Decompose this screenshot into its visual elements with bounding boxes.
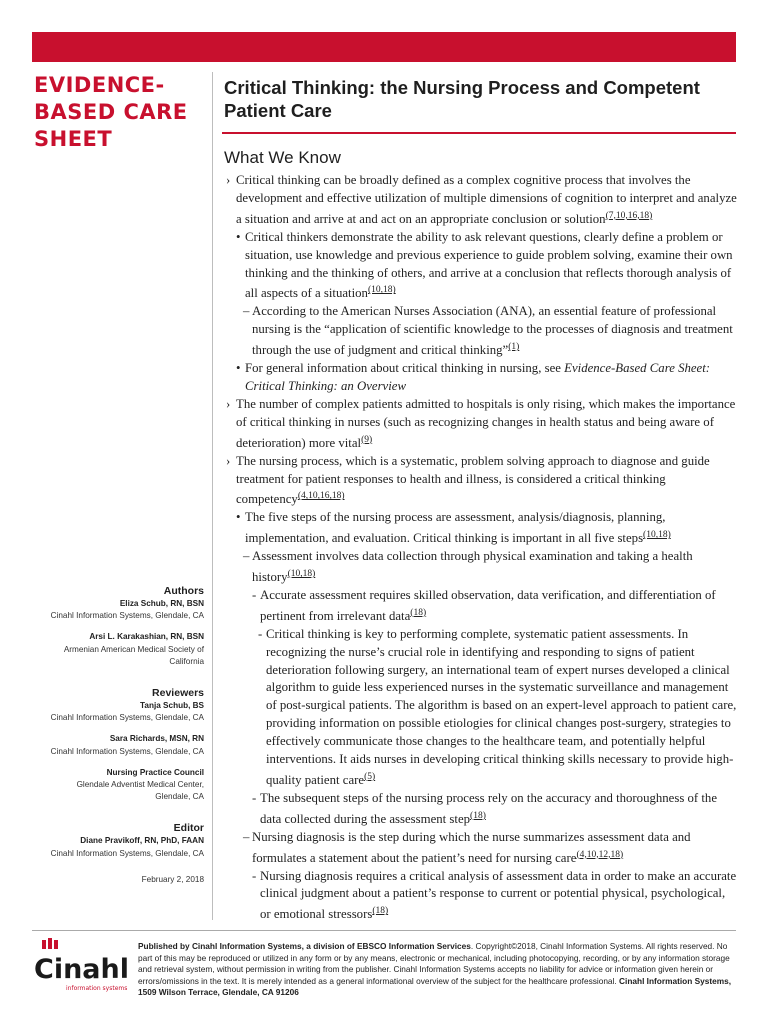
- bullet-text: Accurate assessment requires skilled observation, data verification, and differentiation of pertinent from irrelevant data: [260, 587, 716, 623]
- bullet-text: Nursing diagnosis is the step during which the nurse summarizes assessment data and formulates a statement about the patient’s need for nursing care: [252, 829, 691, 865]
- author-name: Eliza Schub, RN, BSN: [119, 599, 204, 608]
- citation-link[interactable]: (10,18): [367, 285, 396, 296]
- citation-link[interactable]: (10,18): [287, 569, 316, 580]
- bullet-item: [226, 229, 738, 304]
- citation-link[interactable]: (9): [361, 434, 373, 445]
- brand-block: [34, 72, 204, 153]
- bullet-item: [226, 509, 738, 548]
- author-affiliation: Armenian American Medical Society of: [63, 644, 204, 654]
- bullet-marker: ›: [226, 173, 231, 187]
- author-affiliation: Cinahl Information Systems, Glendale, CA: [50, 611, 204, 621]
- reviewer-affiliation: Cinahl Information Systems, Glendale, CA: [50, 713, 204, 723]
- reviewer-name: Sara Richards, MSN, RN: [109, 734, 204, 744]
- bullet-text: The nursing process, which is a systematic, problem solving approach to diagnose and guide treatment for patient responses to health and illness, is considered a critical thinking competency: [236, 453, 710, 507]
- bullet-text: The five steps of the nursing process are assessment, analysis/diagnosis, planning, implementation, and evaluation. Critical thinking is important in all five steps: [245, 510, 666, 546]
- bullet-marker: -: [252, 790, 257, 805]
- footer-publisher: Published by Cinahl Information Systems, a division of EBSCO Information Services: [138, 941, 471, 951]
- bullet-marker: •: [236, 361, 241, 376]
- bullet-item: [226, 868, 738, 925]
- bullet-item: [226, 453, 738, 510]
- bullet-marker: ›: [226, 396, 231, 411]
- bullet-item: [226, 829, 738, 868]
- author-name: Arsi L. Karakashian, RN, BSN: [89, 632, 204, 642]
- bullet-text: Critical thinking is key to performing complete, systematic patient assessments. In recognizing the nurse’s crucial role in identifying and responding to signs of patient deterioration following surgery, an international team of expert nurses developed a clinical algorithm to guide less experienced nurses in the systematic surveillance and management of post-surgical patients. The algorithm is based on an expert-level approach to patient care, providing information on possible etiologies for clinical changes post-surgery, strategies to effectively communicate those changes to the healthcare team, and potentially helpful interventions. It aids nurses in developing critical thinking skills necessary to provide high-quality patient care: [266, 626, 737, 787]
- bullet-marker: -: [258, 626, 263, 641]
- bullet-item: [226, 587, 738, 626]
- bullet-marker: •: [236, 510, 241, 525]
- citation-link[interactable]: (18): [372, 906, 389, 917]
- bullet-item: [226, 360, 738, 396]
- citation-link[interactable]: (18): [470, 810, 486, 821]
- footer-rule: [32, 930, 736, 931]
- bullet-text: According to the American Nurses Association (ANA), an essential feature of professional nursing is the “application of scientific knowledge to the processes of diagnosis and treatment through the use of judgment and critical thinking”: [252, 304, 733, 358]
- credits-sidebar: [30, 584, 204, 886]
- bullet-text: Critical thinkers demonstrate the ability to ask relevant questions, clearly define a problem or situation, use knowledge and previous experience to guide problem solving, examine their own thinking and the thinking of others, and arrive at a conclusion that reflects thorough analysis of all aspects of a situation: [245, 229, 733, 301]
- bullet-item: [226, 396, 738, 453]
- document-title-line: Critical Thinking: the Nursing Process and Competent: [224, 77, 700, 98]
- bullet-text: Assessment involves data collection through physical examination and taking a health history: [252, 549, 693, 585]
- cross-reference-link[interactable]: Evidence-Based Care Sheet: Critical Thinking: an Overview: [245, 361, 711, 393]
- bullet-text: The number of complex patients admitted to hospitals is only rising, which makes the importance of critical thinking in nurses (such as recognizing changes in health status and being aware of deterioration) more vital: [236, 396, 736, 450]
- document-title-line: Patient Care: [224, 100, 332, 121]
- editor-name: Diane Pravikoff, RN, PhD, FAAN: [80, 836, 204, 846]
- logo-bar: [54, 940, 58, 949]
- logo-bar: [42, 940, 46, 949]
- bullet-text: For general information about critical thinking in nursing, see: [245, 361, 565, 376]
- logo-subtext: information systems: [66, 985, 128, 992]
- reviewers-heading: Reviewers: [152, 687, 204, 700]
- bullet-item: [226, 172, 738, 229]
- logo-wordmark: Cinahl: [34, 954, 129, 985]
- citation-link[interactable]: (7,10,16,18): [605, 210, 653, 221]
- bullet-marker: –: [243, 304, 250, 319]
- bullet-text: Nursing diagnosis requires a critical analysis of assessment data in order to make an accurate clinical judgment about a patient’s response to current or potential physical, psychological, or emotional stressors: [260, 868, 737, 922]
- footer-copyright: [138, 941, 738, 999]
- bullet-item: [226, 626, 738, 790]
- reviewer-name: Nursing Practice Council: [106, 767, 204, 777]
- content-body: [226, 172, 738, 924]
- citation-link[interactable]: (4,10,16,18): [297, 491, 345, 502]
- bullet-marker: –: [243, 829, 250, 844]
- citation-link[interactable]: (10,18): [643, 530, 671, 541]
- top-accent-bar: [32, 32, 736, 62]
- reviewer-name: Tanja Schub, BS: [140, 701, 204, 711]
- citation-link[interactable]: (1): [508, 342, 520, 353]
- bullet-item: [226, 303, 738, 360]
- bullet-item: [226, 790, 738, 829]
- reviewer-affiliation: Glendale Adventist Medical Center,: [76, 780, 204, 790]
- bullet-text: The subsequent steps of the nursing process rely on the accuracy and thoroughness of the data collected during the assessment step: [260, 790, 718, 826]
- footer-address: Cinahl Information Systems, 1509 Wilson Terrace, Glendale, CA 91206: [138, 975, 732, 997]
- logo-bar: [48, 938, 52, 949]
- bullet-marker: –: [243, 549, 250, 564]
- reviewer-affiliation: Glendale, CA: [155, 792, 204, 802]
- bullet-item: [226, 548, 738, 587]
- brand-line: EVIDENCE-: [34, 73, 165, 97]
- citation-link[interactable]: (4,10,12,18): [576, 849, 624, 860]
- column-divider: [212, 72, 213, 920]
- bullet-marker: -: [252, 868, 257, 883]
- citation-link[interactable]: (5): [364, 772, 376, 782]
- authors-heading: Authors: [163, 585, 204, 597]
- brand-line: SHEET: [34, 127, 113, 151]
- bullet-text: Critical thinking can be broadly defined as a complex cognitive process that involves the development and effective utilization of multiple dimensions of cognition to interpret and analyze a situation and arrive at and act on an appropriate conclusion or solution: [236, 173, 737, 226]
- author-affiliation: California: [169, 656, 204, 666]
- cinahl-logo: [32, 938, 140, 994]
- bullet-marker: ›: [226, 453, 231, 468]
- brand-line: BASED CARE: [34, 100, 188, 124]
- document-title: [224, 76, 734, 122]
- bullet-marker: -: [252, 587, 257, 602]
- editor-affiliation: Cinahl Information Systems, Glendale, CA: [50, 848, 204, 858]
- publication-date: February 2, 2018: [141, 874, 204, 884]
- editor-heading: Editor: [173, 822, 204, 835]
- title-rule: [222, 132, 736, 134]
- reviewer-affiliation: Cinahl Information Systems, Glendale, CA: [50, 746, 204, 756]
- citation-link[interactable]: (18): [410, 607, 427, 618]
- footer-body: . Copyright©2018, Cinahl Information Systems. All rights reserved. No part of this may be reproduced or utilized in any form or by any means, electronic or mechanical, including photocopying, recording, or by any information storage and retrieval system, without permission in writing from the publisher. Cinahl Information Systems accepts no liability for advice or information given herein or errors/omissions in the text. It is merely intended as a general informational overview of the subject for the healthcare professional.: [138, 941, 730, 986]
- section-heading: What We Know: [224, 148, 341, 167]
- bullet-marker: •: [236, 229, 241, 244]
